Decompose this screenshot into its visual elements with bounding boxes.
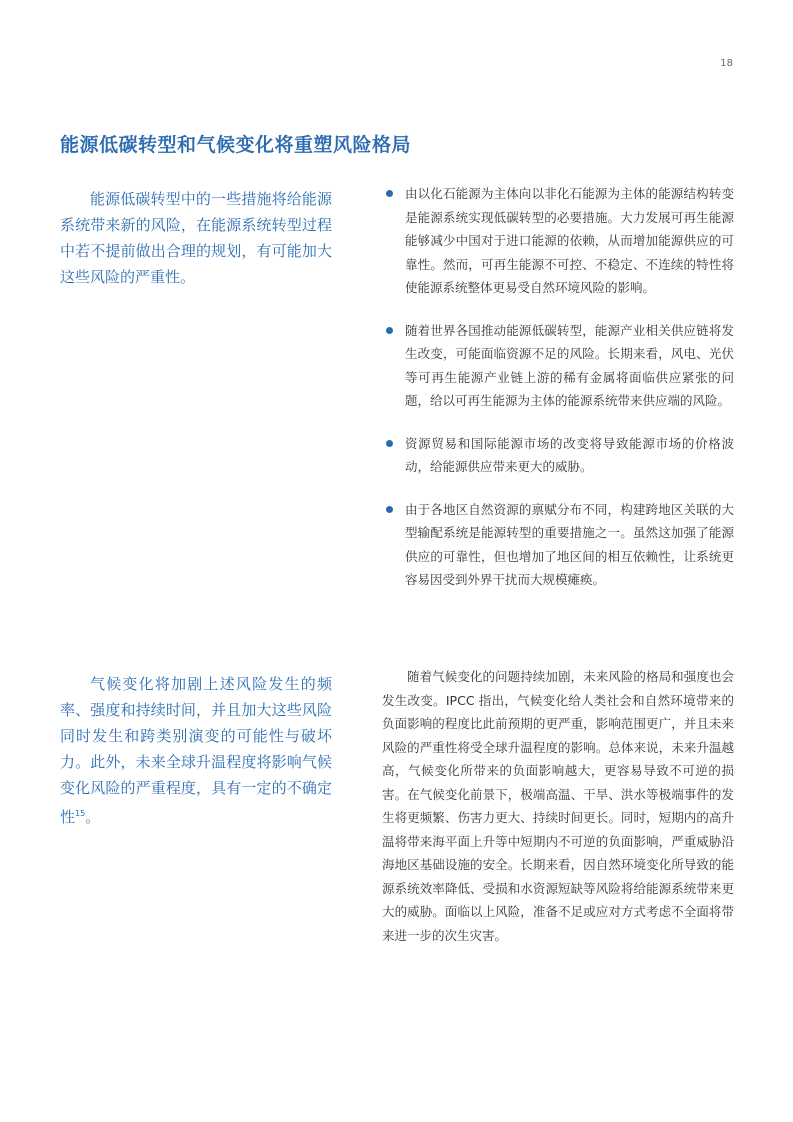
section2-intro-end: 。 [85, 808, 101, 826]
bullet-dot-icon [386, 327, 393, 334]
section2-intro [60, 671, 332, 830]
bullet-dot-icon [386, 190, 393, 197]
bullet-item [382, 498, 734, 592]
section2-body: 随着气候变化的问题持续加剧，未来风险的格局和强度也会发生改变。IPCC 指出，气候变化给人类社会和自然环境带来的负面影响的程度比此前预期的更严重，影响范围更广，并且未来风险的严重性将受全球升温程度的影响。总体来说，未来升温越高，气候变化所带来的负面影响越大，更容易导致不可逆的损害。在气候变化前景下，极端高温、干旱、洪水等极端事件的发生将更频繁、伤害力更大、持续时间更长。同时，短期内的高升温将带来海平面上升等中短期内不可逆的负面影响，严重威胁沿海地区基础设施的安全。长期来看，因自然环境变化所导致的能源系统效率降低、受损和水资源短缺等风险将给能源系统带来更大的威胁。面临以上风险，准备不足或应对方式考虑不全面将带来进一步的次生灾害。 [382, 669, 734, 943]
footnote-ref: 15 [75, 809, 86, 818]
risk-bullet-list [382, 182, 734, 611]
bullet-item [382, 319, 734, 413]
bullet-text: 随着世界各国推动能源低碳转型，能源产业相关供应链将发生改变，可能面临资源不足的风险。长期来看，风电、光伏等可再生能源产业链上游的稀有金属将面临供应紧张的问题，给以可再生能源为主体的能源系统带来供应端的风险。 [405, 322, 734, 408]
bullet-text: 资源贸易和国际能源市场的改变将导致能源市场的价格波动，给能源供应带来更大的威胁。 [405, 435, 734, 474]
bullet-item [382, 432, 734, 479]
bullet-text: 由于各地区自然资源的禀赋分布不同，构建跨地区关联的大型输配系统是能源转型的重要措施之一。虽然这加强了能源供应的可靠性，但也增加了地区间的相互依赖性，让系统更容易因受到外界干扰而大规模瘫痪。 [405, 501, 734, 587]
bullet-dot-icon [386, 506, 393, 513]
section2-intro-text: 气候变化将加剧上述风险发生的频率、强度和持续时间，并且加大这些风险同时发生和跨类别演变的可能性与破坏力。此外，未来全球升温程度将影响气候变化风险的严重程度，具有一定的不确定性 [60, 675, 332, 826]
page-title: 能源低碳转型和气候变化将重塑风险格局 [60, 134, 412, 156]
bullet-item [382, 182, 734, 300]
page-number: 18 [720, 58, 733, 69]
bullet-text: 由以化石能源为主体向以非化石能源为主体的能源结构转变是能源系统实现低碳转型的必要措施。大力发展可再生能源能够减少中国对于进口能源的依赖，从而增加能源供应的可靠性。然而，可再生能源不可控、不稳定、不连续的特性将使能源系统整体更易受自然环境风险的影响。 [405, 186, 734, 295]
section1-intro: 能源低碳转型中的一些措施将给能源系统带来新的风险，在能源系统转型过程中若不提前做出合理的规划，有可能加大这些风险的严重性。 [60, 190, 332, 286]
bullet-dot-icon [386, 440, 393, 447]
